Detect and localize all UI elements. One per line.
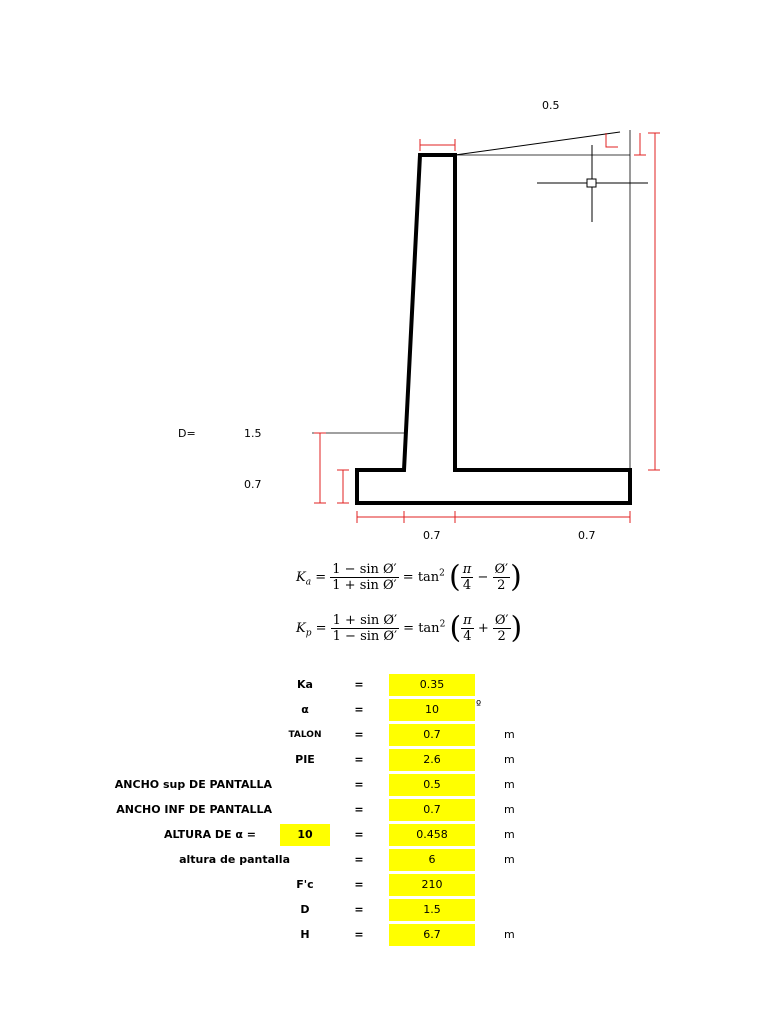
- param-label: ANCHO INF DE PANTALLA: [116, 803, 272, 816]
- param-value-cell[interactable]: 2.6: [389, 749, 475, 771]
- param-label: α: [301, 703, 309, 716]
- angle-marker-icon: [606, 133, 618, 147]
- param-label: PIE: [295, 753, 315, 766]
- param-label: H: [300, 928, 310, 941]
- kp-formula: $K_p$ = $\frac{\text{1 + sin Ø′}}{\text{1 − sin Ø′}}$ = $\tan^2$ ( $\frac{\pi}{4}$ + $\frac{Ø'}{2}$ ): [296, 610, 523, 646]
- param-value-cell[interactable]: 0.7: [389, 724, 475, 746]
- param-unit: m: [504, 728, 515, 741]
- param-label: ANCHO sup DE PANTALLA: [114, 778, 272, 791]
- param-unit: m: [504, 753, 515, 766]
- param-value-cell[interactable]: 10: [389, 699, 475, 721]
- equals-sign: =: [354, 903, 364, 916]
- top-width-label: 0.5: [542, 99, 560, 112]
- equals-sign: =: [354, 853, 364, 866]
- backfill-slope-line: [455, 132, 620, 155]
- d-value: 1.5: [244, 427, 262, 440]
- equals-sign: =: [354, 803, 364, 816]
- param-value-cell[interactable]: 6: [389, 849, 475, 871]
- dimension-lines: [314, 133, 660, 523]
- equals-sign: =: [354, 778, 364, 791]
- equals-sign: =: [354, 728, 364, 741]
- param-unit: m: [504, 828, 515, 841]
- param-unit: m: [504, 778, 515, 791]
- param-value-cell[interactable]: 0.5: [389, 774, 475, 796]
- equals-sign: =: [354, 703, 364, 716]
- param-label: altura de pantalla: [179, 853, 290, 866]
- param-value-cell[interactable]: 1.5: [389, 899, 475, 921]
- param-label: D: [300, 903, 310, 916]
- equals-sign: =: [354, 928, 364, 941]
- param-value-cell[interactable]: 0.458: [389, 824, 475, 846]
- ka-formula: $K_a$ = $\frac{\text{1 − sin Ø′}}{\text{1 + sin Ø′}}$ = $\tan^2$ ( $\frac{\pi}{4}$ − $\frac{Ø'}{2}$ ): [296, 559, 522, 595]
- alpha-input-cell[interactable]: 10: [280, 824, 330, 846]
- param-value-cell[interactable]: 0.7: [389, 799, 475, 821]
- equals-sign: =: [354, 753, 364, 766]
- param-unit: º: [476, 698, 482, 711]
- param-label: F'c: [296, 878, 314, 891]
- heel-width-label: 0.7: [578, 529, 596, 542]
- d-label: D=: [178, 427, 196, 440]
- param-label: ALTURA DE α =: [163, 828, 256, 841]
- param-unit: m: [504, 803, 515, 816]
- param-unit: m: [504, 928, 515, 941]
- param-label: Ka: [297, 678, 313, 691]
- wall-outline: [357, 155, 630, 503]
- param-value-cell[interactable]: 0.35: [389, 674, 475, 696]
- equals-sign: =: [354, 678, 364, 691]
- param-unit: m: [504, 853, 515, 866]
- param-label: TALON: [288, 730, 322, 740]
- toe-width-label: 0.7: [423, 529, 441, 542]
- equals-sign: =: [354, 828, 364, 841]
- equals-sign: =: [354, 878, 364, 891]
- param-value-cell[interactable]: 210: [389, 874, 475, 896]
- param-value-cell[interactable]: 6.7: [389, 924, 475, 946]
- crosshair-cursor-icon: [537, 145, 648, 222]
- footing-height-label: 0.7: [244, 478, 262, 491]
